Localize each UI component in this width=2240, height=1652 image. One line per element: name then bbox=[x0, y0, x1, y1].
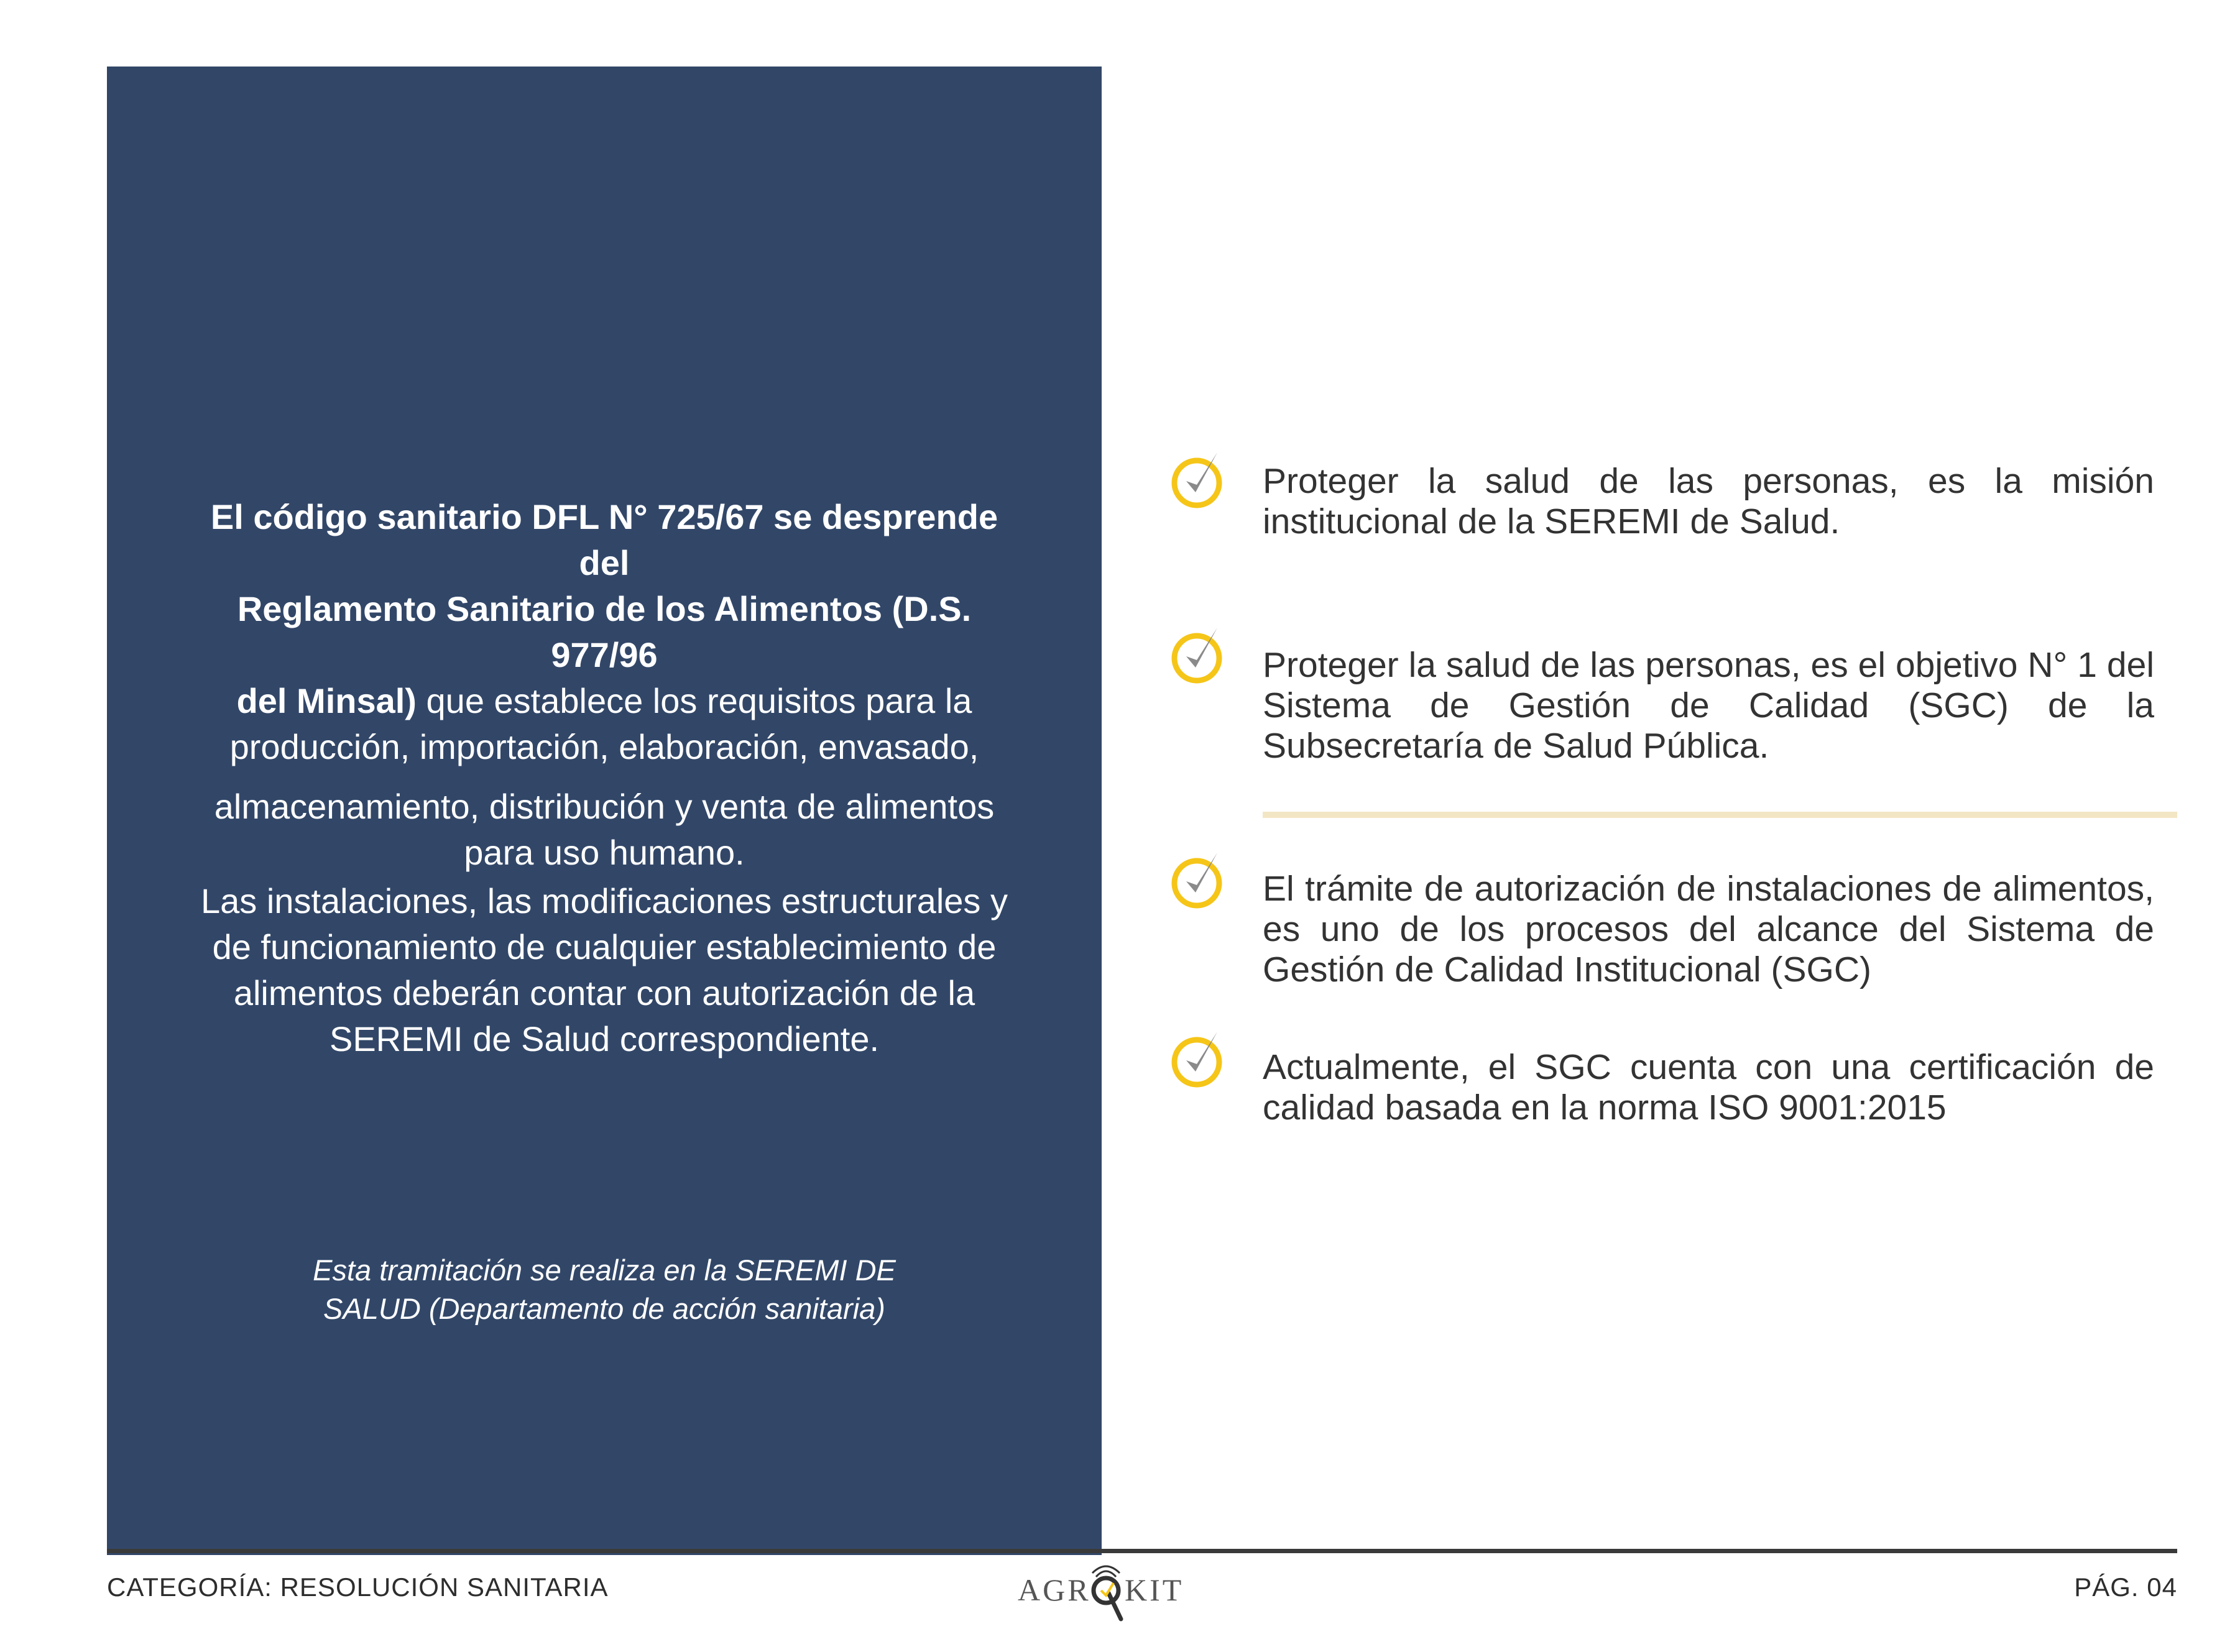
facilities-line-4: SEREMI de Salud correspondiente. bbox=[329, 1019, 880, 1058]
logo-text-left: AGR bbox=[1018, 1572, 1091, 1607]
legal-line-3-bold: del Minsal) bbox=[236, 681, 417, 720]
check-circle-icon bbox=[1169, 449, 1231, 511]
footer-category: CATEGORÍA: RESOLUCIÓN SANITARIA bbox=[107, 1572, 609, 1602]
note-line-2: SALUD (Departamento de acción sanitaria) bbox=[323, 1292, 885, 1325]
footer-rule bbox=[107, 1549, 2177, 1553]
page-number: PÁG. 04 bbox=[2074, 1572, 2177, 1602]
legal-line-5: almacenamiento, distribución y venta de alimentos bbox=[214, 787, 995, 826]
logo-text-right: KIT bbox=[1125, 1572, 1184, 1607]
legal-line-3-rest: que establece los requisitos para la bbox=[416, 681, 972, 720]
legal-line-2: Reglamento Sanitario de los Alimentos (D.S. 977/96 bbox=[237, 589, 972, 674]
legal-line-6: para uso humano. bbox=[464, 833, 745, 872]
check-circle-icon bbox=[1169, 849, 1231, 911]
legal-line-1: El código sanitario DFL N° 725/67 se desprende del bbox=[210, 497, 998, 582]
checklist-item: Proteger la salud de las personas, es el objetivo N° 1 del Sistema de Gestión de Calidad (SGC) de la Subsecretaría de Salud Pública. bbox=[1263, 645, 2154, 766]
section-divider bbox=[1263, 812, 2177, 818]
agrokit-logo bbox=[1015, 1557, 1189, 1631]
checklist-item: Proteger la salud de las personas, es la misión institucional de la SEREMI de Salud. bbox=[1263, 461, 2154, 541]
note-line-1: Esta tramitación se realiza en la SEREMI DE bbox=[313, 1254, 896, 1287]
checklist-item: El trámite de autorización de instalaciones de alimentos, es uno de los procesos del alcance del Sistema de Gestión de Calidad Institucional (SGC) bbox=[1263, 869, 2154, 989]
facilities-line-3: alimentos deberán contar con autorización de la bbox=[233, 973, 975, 1012]
check-circle-icon bbox=[1169, 1028, 1231, 1090]
check-circle-icon bbox=[1169, 624, 1231, 686]
facilities-line-2: de funcionamiento de cualquier establecimiento de bbox=[212, 927, 997, 966]
legal-line-4: producción, importación, elaboración, envasado, bbox=[229, 727, 979, 766]
procedure-note bbox=[182, 1251, 1027, 1328]
facilities-line-1: Las instalaciones, las modificaciones estructurales y bbox=[201, 881, 1008, 920]
checklist-item: Actualmente, el SGC cuenta con una certificación de calidad basada en la norma ISO 9001:2015 bbox=[1263, 1047, 2154, 1127]
legal-paragraph bbox=[182, 494, 1027, 876]
info-panel bbox=[107, 67, 1102, 1555]
facilities-paragraph bbox=[182, 878, 1027, 1062]
